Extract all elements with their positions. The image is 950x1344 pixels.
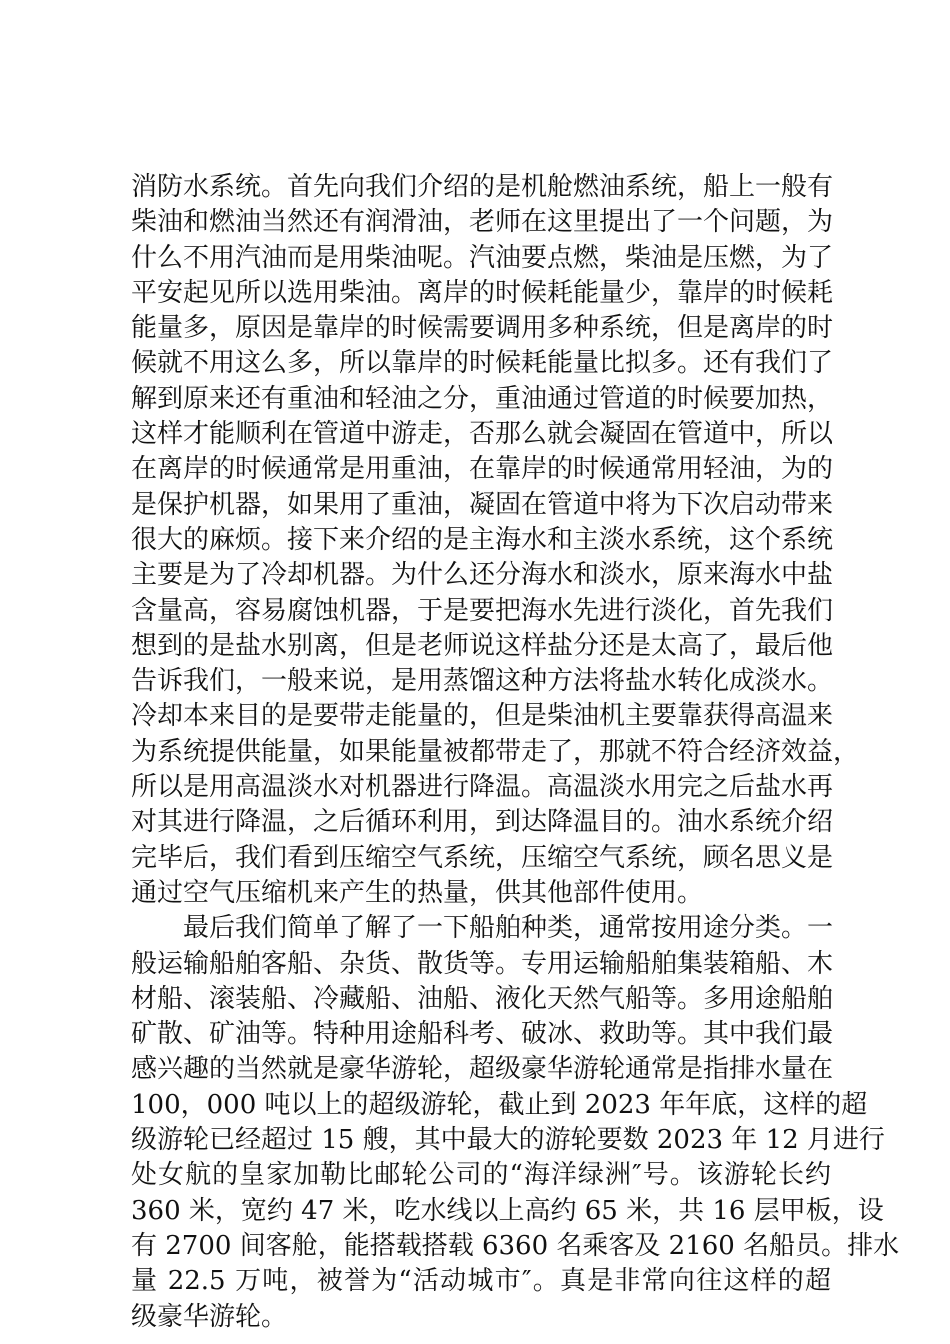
text-line: 什么不用汽油而是用柴油呢。汽油要点燃，柴油是压燃，为了 [131,242,834,273]
text-line: 360 米，宽约 47 米，吃水线以上高约 65 米，共 16 层甲板，设 [131,1195,884,1226]
text-line: 消防水系统。首先向我们介绍的是机舱燃油系统，船上一般有 [131,172,834,202]
text-line: 很大的麻烦。接下来介绍的是主海水和主淡水系统，这个系统 [131,524,834,555]
text-line: 材船、滚装船、冷藏船、油船、液化天然气船等。多用途船舶 [131,983,834,1014]
text-line: 般运输船舶客船、杂货、散货等。专用运输船舶集装箱船、木 [131,948,834,979]
text-line: 想到的是盐水别离，但是老师说这样盐分还是太高了，最后他 [131,630,834,661]
text-line: 含量高，容易腐蚀机器，于是要把海水先进行淡化，首先我们 [131,595,834,626]
text-line: 是保护机器，如果用了重油，凝固在管道中将为下次启动带来 [131,489,834,520]
text-line: 这样才能顺利在管道中游走，否那么就会凝固在管道中，所以 [131,419,834,450]
text-line: 为系统提供能量，如果能量被都带走了，那就不符合经济效益， [131,736,860,767]
text-line: 在离岸的时候通常是用重油，在靠岸的时候通常用轻油，为的 [131,454,834,485]
text-line: 处女航的皇家加勒比邮轮公司的“海洋绿洲″号。该游轮长约 [131,1160,831,1191]
text-line: 通过空气压缩机来产生的热量，供其他部件使用。 [131,877,704,908]
text-line: 感兴趣的当然就是豪华游轮，超级豪华游轮通常是指排水量在 [131,1054,834,1085]
text-line: 柴油和燃油当然还有润滑油，老师在这里提出了一个问题，为 [131,207,834,238]
text-line: 有 2700 间客舱，能搭载搭载 6360 名乘客及 2160 名船员。排水 [131,1230,900,1261]
text-line: 平安起见所以选用柴油。离岸的时候耗能量少，靠岸的时候耗 [131,277,834,308]
text-line: 冷却本来目的是要带走能量的，但是柴油机主要靠获得高温来 [131,701,834,732]
paragraph-engine-systems [131,170,860,911]
text-line: 候就不用这么多，所以靠岸的时候耗能量比拟多。还有我们了 [131,348,834,379]
text-line: 级游轮已经超过 15 艘，其中最大的游轮要数 2023 年 12 月进行 [131,1125,885,1156]
text-line: 能量多，原因是靠岸的时候需要调用多种系统，但是离岸的时 [131,313,834,344]
text-line: 对其进行降温，之后循环利用，到达降温目的。油水系统介绍 [131,807,834,838]
text-line: 量 22.5 万吨，被誉为“活动城市″。真是非常向往这样的超 [131,1266,831,1297]
text-line: 矿散、矿油等。特种用途船科考、破冰、救助等。其中我们最 [131,1019,834,1050]
text-line: 完毕后，我们看到压缩空气系统，压缩空气系统，顾名思义是 [131,842,834,873]
text-line: 100，000 吨以上的超级游轮，截止到 2023 年年底，这样的超 [131,1089,868,1120]
body-text [131,170,900,1335]
text-line: 主要是为了冷却机器。为什么还分海水和淡水，原来海水中盐 [131,560,834,591]
text-line: 告诉我们，一般来说，是用蒸馏这种方法将盐水转化成淡水。 [131,666,834,697]
text-line: 所以是用高温淡水对机器进行降温。高温淡水用完之后盐水再 [131,772,834,803]
text-line: 最后我们简单了解了一下船舶种类，通常按用途分类。一 [183,913,834,944]
text-line: 级豪华游轮。 [131,1301,288,1332]
paragraph-ship-types [131,911,900,1335]
text-line: 解到原来还有重油和轻油之分，重油通过管道的时候要加热， [131,383,834,414]
